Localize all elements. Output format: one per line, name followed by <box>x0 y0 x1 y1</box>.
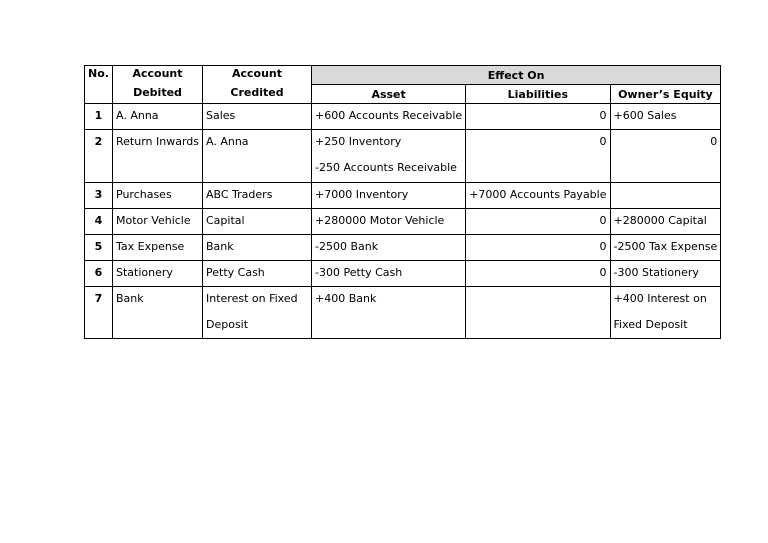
header-asset <box>312 85 466 104</box>
header-owners-equity-label: Owner’s Equity <box>618 88 713 101</box>
header-account-credited-line2: Credited <box>230 86 284 99</box>
cell-liabilities: 0 <box>466 235 610 261</box>
cell-liabilities <box>466 287 610 339</box>
cell-liabilities: 0 <box>466 130 610 183</box>
cell-no: 4 <box>85 209 113 235</box>
cell-credited: A. Anna <box>203 130 312 183</box>
cell-credited: Petty Cash <box>203 261 312 287</box>
cell-debited: Tax Expense <box>113 235 203 261</box>
cell-equity: +400 Interest on Fixed Deposit <box>610 287 721 339</box>
cell-liabilities: 0 <box>466 261 610 287</box>
cell-no: 1 <box>85 104 113 130</box>
cell-debited: Stationery <box>113 261 203 287</box>
cell-credited: Bank <box>203 235 312 261</box>
cell-equity: +600 Sales <box>610 104 721 130</box>
cell-liabilities: +7000 Accounts Payable <box>466 183 610 209</box>
cell-equity: -2500 Tax Expense <box>610 235 721 261</box>
cell-asset: +600 Accounts Receivable <box>312 104 466 130</box>
table-row <box>85 130 721 183</box>
cell-asset: +250 Inventory -250 Accounts Receivable <box>312 130 466 183</box>
header-account-debited-line1: Account <box>132 67 183 80</box>
header-owners-equity <box>610 85 721 104</box>
cell-equity <box>610 183 721 209</box>
header-liabilities <box>466 85 610 104</box>
cell-liabilities: 0 <box>466 209 610 235</box>
cell-equity: 0 <box>610 130 721 183</box>
table-row <box>85 235 721 261</box>
header-account-debited <box>113 66 203 104</box>
cell-liabilities: 0 <box>466 104 610 130</box>
table-row <box>85 209 721 235</box>
cell-asset: +7000 Inventory <box>312 183 466 209</box>
cell-no: 5 <box>85 235 113 261</box>
cell-credited: ABC Traders <box>203 183 312 209</box>
header-liabilities-label: Liabilities <box>507 88 569 101</box>
cell-debited: Motor Vehicle <box>113 209 203 235</box>
cell-credited: Interest on Fixed Deposit <box>203 287 312 339</box>
cell-credited: Sales <box>203 104 312 130</box>
cell-credited: Capital <box>203 209 312 235</box>
cell-no: 7 <box>85 287 113 339</box>
cell-asset: +400 Bank <box>312 287 466 339</box>
header-account-credited-line1: Account <box>231 67 283 80</box>
header-effect-on-label: Effect On <box>487 69 545 82</box>
cell-debited: Purchases <box>113 183 203 209</box>
cell-no: 6 <box>85 261 113 287</box>
cell-equity: -300 Stationery <box>610 261 721 287</box>
cell-no: 3 <box>85 183 113 209</box>
cell-asset: +280000 Motor Vehicle <box>312 209 466 235</box>
table-row <box>85 287 721 339</box>
header-asset-label: Asset <box>371 88 406 101</box>
header-effect-on <box>312 66 721 85</box>
cell-equity: +280000 Capital <box>610 209 721 235</box>
header-no-label: No. <box>88 67 109 80</box>
ledger-sheet <box>84 65 721 339</box>
header-account-credited <box>203 66 312 104</box>
cell-debited: A. Anna <box>113 104 203 130</box>
transaction-effect-table <box>84 65 721 339</box>
cell-asset: -2500 Bank <box>312 235 466 261</box>
header-no <box>85 66 113 104</box>
cell-debited: Return Inwards <box>113 130 203 183</box>
cell-debited: Bank <box>113 287 203 339</box>
table-row <box>85 261 721 287</box>
cell-no: 2 <box>85 130 113 183</box>
table-row <box>85 104 721 130</box>
header-account-debited-line2: Debited <box>133 86 182 99</box>
cell-asset: -300 Petty Cash <box>312 261 466 287</box>
table-row <box>85 183 721 209</box>
